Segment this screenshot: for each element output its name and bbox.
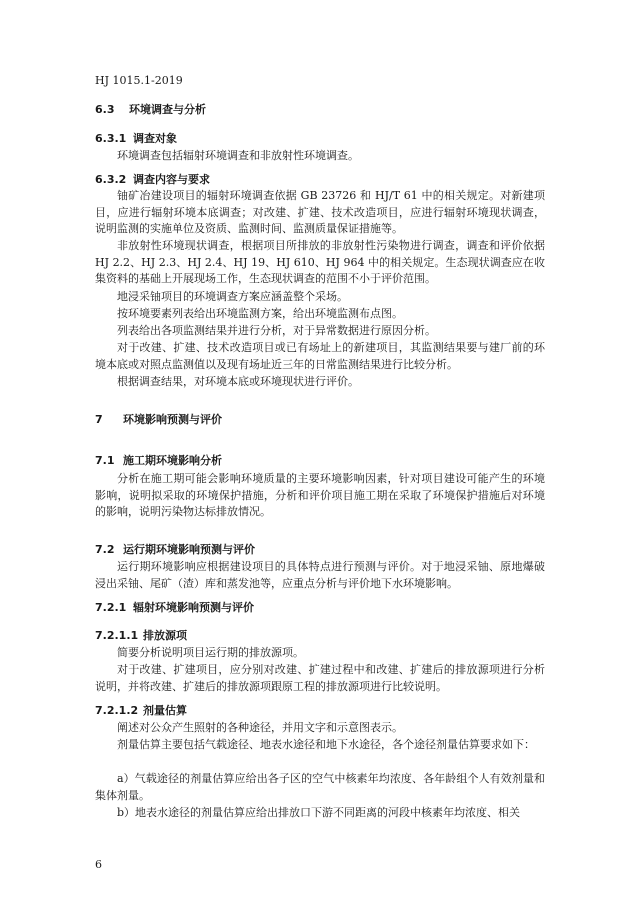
heading-number: 7.2.1.1 [95,629,139,642]
paragraph: 对于改建、扩建、技术改造项目或已有场址上的新建项目，其监测结果要与建厂前的环境本底或对照点监测值以及现有场址近三年的日常监测结果进行比较分析。 [95,341,545,371]
paragraph: 非放射性环境现状调查，根据项目所排放的非放射性污染物进行调查，调查和评价依据 HJ 2.2、HJ 2.3、HJ 2.4、HJ 19、HJ 610、HJ 964 中的相关规定。生态现状调查应在收集资料的基础上开展现场工作，生态现状调查的范围不小于评价范围。 [95,239,545,286]
heading-number: 6.3 [95,103,115,116]
paragraph: 简要分析说明项目运行期的排放源项。 [117,646,304,659]
paragraph: 剂量估算主要包括气载途径、地表水途径和地下水途径，各个途径剂量估算要求如下： [117,738,535,751]
heading-number: 7.2.1.2 [95,704,139,717]
heading-title: 调查内容与要求 [133,173,210,186]
paragraph: 按环境要素列表给出环境监测方案，给出环境监测布点图。 [117,307,403,320]
paragraph: 列表给出各项监测结果并进行分析，对于异常数据进行原因分析。 [117,324,436,337]
heading-number: 7.2.1 [95,601,127,614]
page-number: 6 [95,858,102,871]
list-item-b: b）地表水途径的剂量估算应给出排放口下游不同距离的河段中核素年均浓度、相关 [117,806,521,819]
heading-7-2-1-1 [95,627,187,643]
list-item-a: a）气载途径的剂量估算应给出各子区的空气中核素年均浓度、各年龄组个人有效剂量和集体剂量。 [95,772,545,802]
heading-number: 6.3.2 [95,173,127,186]
heading-title: 环境调查与分析 [129,103,206,116]
heading-title: 排放源项 [143,629,187,642]
paragraph: 铀矿冶建设项目的辐射环境调查依据 GB 23726 和 HJ/T 61 中的相关规定。对新建项目，应进行辐射环境本底调查；对改建、扩建、技术改造项目，应进行辐射环境现状调查，说明监测的实施单位及资质、监测时间、监测质量保证措施等。 [95,189,545,236]
heading-title: 辐射环境影响预测与评价 [133,601,254,614]
heading-title: 调查对象 [133,132,177,145]
heading-7-2-1 [95,599,254,615]
heading-7 [95,411,222,427]
heading-title: 环境影响预测与评价 [123,413,222,426]
paragraph: 阐述对公众产生照射的各种途径，并用文字和示意图表示。 [117,721,403,734]
heading-6-3 [95,101,206,117]
paragraph: 运行期环境影响应根据建设项目的具体特点进行预测与评价。对于地浸采铀、原地爆破浸出采铀、尾矿（渣）库和蒸发池等，应重点分析与评价地下水环境影响。 [95,560,545,590]
heading-7-1 [95,452,222,468]
heading-title: 施工期环境影响分析 [123,454,222,467]
heading-7-2-1-2 [95,702,187,718]
heading-title: 剂量估算 [143,704,187,717]
paragraph: 根据调查结果，对环境本底或环境现状进行评价。 [117,375,359,388]
heading-number: 7.1 [95,454,115,467]
heading-6-3-2 [95,171,210,187]
heading-7-2 [95,541,255,557]
paragraph: 地浸采铀项目的环境调查方案应涵盖整个采场。 [117,290,348,303]
heading-number: 7.2 [95,543,115,556]
paragraph: 对于改建、扩建项目，应分别对改建、扩建过程中和改建、扩建后的排放源项进行分析说明，并将改建、扩建后的排放源项跟原工程的排放源项进行比较说明。 [95,663,545,693]
heading-6-3-1 [95,130,177,146]
heading-number: 7 [95,413,103,426]
paragraph: 分析在施工期可能会影响环境质量的主要环境影响因素，针对项目建设可能产生的环境影响，说明拟采取的环境保护措施，分析和评价项目施工期在采取了环境保护措施后对环境的影响，说明污染物达标排放情况。 [95,472,545,519]
standard-code: HJ 1015.1-2019 [95,74,183,87]
paragraph: 环境调查包括辐射环境调查和非放射性环境调查。 [117,149,359,162]
heading-number: 6.3.1 [95,132,127,145]
heading-title: 运行期环境影响预测与评价 [123,543,255,556]
